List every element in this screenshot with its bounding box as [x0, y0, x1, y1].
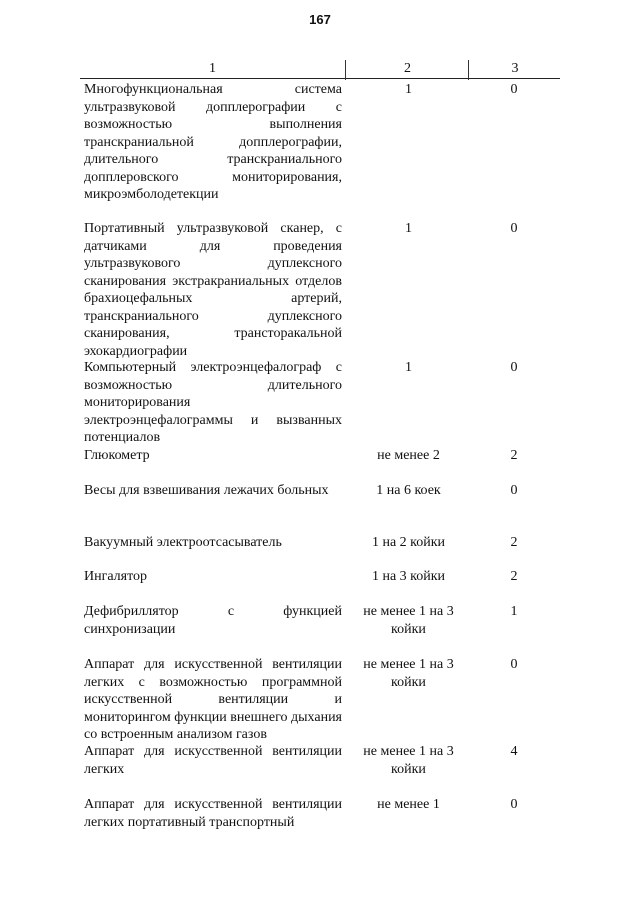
column-divider: [468, 60, 469, 80]
required-quantity: 1 на 2 койки: [371, 535, 446, 550]
actual-count: 2: [510, 448, 518, 463]
actual-count: 0: [510, 797, 518, 812]
actual-count: 0: [510, 360, 518, 375]
actual-count: 1: [510, 604, 518, 619]
required-quantity: 1 на 3 койки: [371, 569, 446, 584]
required-quantity: 1: [405, 221, 412, 236]
required-quantity: не менее 1 на 3 койки: [363, 744, 454, 777]
actual-count: 0: [510, 657, 518, 672]
required-quantity: не менее 2: [377, 448, 440, 463]
column-header-2: 2: [404, 61, 411, 76]
actual-count: 0: [510, 82, 518, 97]
actual-count: 0: [510, 483, 518, 498]
equipment-name: Компьютерный электроэнцефалограф с возможностью длительного мониторирования электроэнцефалограммы и вызванных потенциалов: [84, 360, 342, 445]
page-number: 167: [309, 12, 331, 27]
column-header-1: 1: [209, 61, 216, 76]
equipment-name: Вакуумный электроотсасыватель: [84, 535, 282, 550]
equipment-name: Дефибриллятор с функцией синхронизации: [84, 604, 342, 637]
equipment-name: Аппарат для искусственной вентиляции легких портативный транспортный: [84, 797, 342, 830]
equipment-name: Аппарат для искусственной вентиляции легких: [84, 744, 342, 777]
column-divider: [345, 60, 346, 80]
equipment-name: Многофункциональная система ультразвуковой допплерографии с возможностью выполнения транскраниальной допплерографии, длительного транскраниального допплеровского мониторирования, микроэмболодетекции: [84, 82, 342, 202]
required-quantity: не менее 1: [377, 797, 440, 812]
column-header-3: 3: [511, 61, 519, 76]
table-header: [80, 60, 560, 79]
actual-count: 2: [510, 569, 518, 584]
required-quantity: не менее 1 на 3 койки: [363, 604, 454, 637]
required-quantity: не менее 1 на 3 койки: [363, 657, 454, 690]
equipment-name: Аппарат для искусственной вентиляции легких с возможностью программной искусственной вентиляции и мониторингом функции внешнего дыхания со встроенным анализом газов: [84, 657, 342, 742]
equipment-name: Весы для взвешивания лежачих больных: [84, 483, 329, 498]
required-quantity: 1 на 6 коек: [376, 483, 441, 498]
equipment-name: Глюкометр: [84, 448, 150, 463]
actual-count: 4: [510, 744, 518, 759]
actual-count: 0: [510, 221, 518, 236]
actual-count: 2: [510, 535, 518, 550]
required-quantity: 1: [405, 82, 412, 97]
required-quantity: 1: [405, 360, 412, 375]
equipment-name: Ингалятор: [84, 569, 148, 584]
equipment-name: Портативный ультразвуковой сканер, с датчиками для проведения ультразвукового дуплексного сканирования экстракраниальных отделов брахиоцефальных артерий, транскраниального дуплексного сканирования, трансторакальной эхокардиографии: [84, 221, 342, 359]
